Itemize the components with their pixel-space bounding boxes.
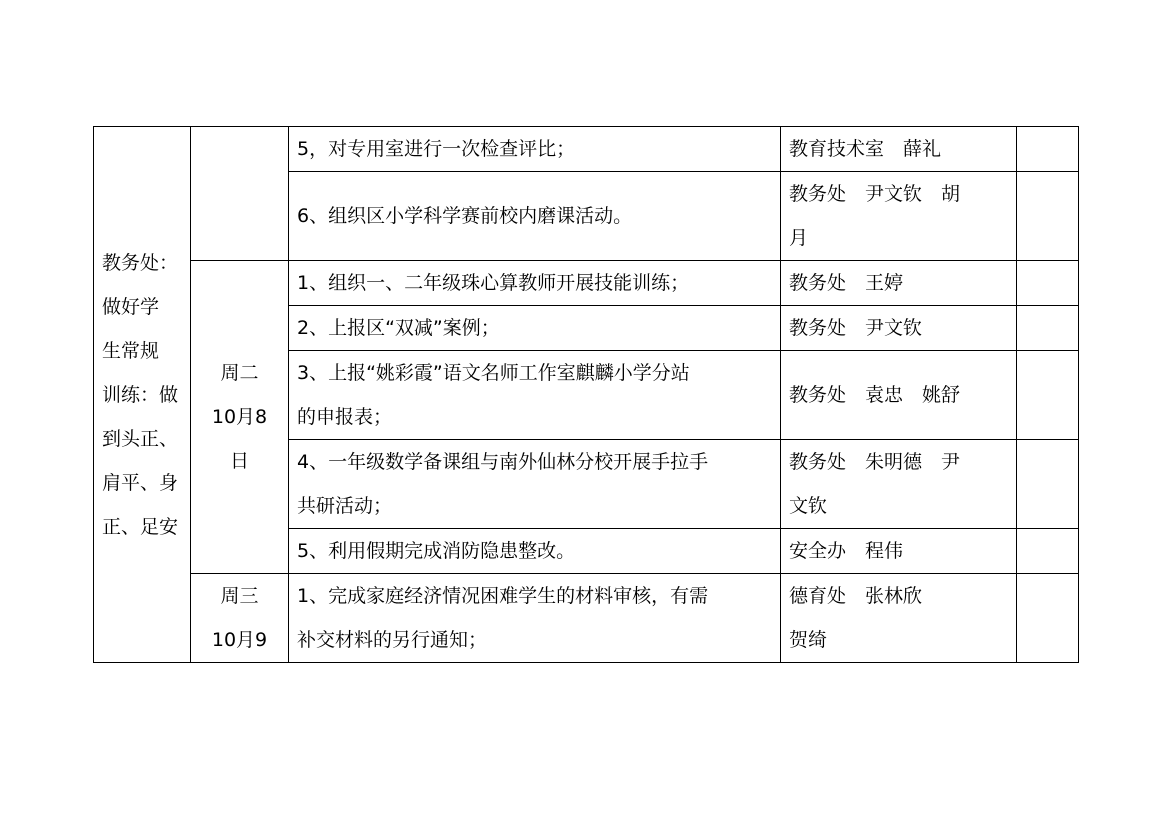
note-cell — [1017, 306, 1079, 351]
note-cell — [1017, 172, 1079, 261]
date-cell-wednesday: 周三 10月9 — [191, 574, 289, 663]
task-cell: 3、上报“姚彩霞”语文名师工作室麒麟小学分站 的申报表； — [289, 351, 781, 440]
task-cell: 5，对专用室进行一次检查评比； — [289, 127, 781, 172]
table-row — [94, 127, 1079, 172]
responsible-cell: 教务处 朱明德 尹 文钦 — [781, 440, 1017, 529]
date-cell-tuesday: 周二 10月8 日 — [191, 261, 289, 574]
responsible-cell: 教育技术室 薛礼 — [781, 127, 1017, 172]
task-cell: 5、利用假期完成消防隐患整改。 — [289, 529, 781, 574]
task-cell: 1、完成家庭经济情况困难学生的材料审核，有需 补交材料的另行通知； — [289, 574, 781, 663]
table-row — [94, 574, 1079, 663]
note-cell — [1017, 440, 1079, 529]
task-cell: 4、一年级数学备课组与南外仙林分校开展手拉手 共研活动； — [289, 440, 781, 529]
note-cell — [1017, 529, 1079, 574]
date-cell-empty — [191, 127, 289, 261]
responsible-cell: 教务处 王婷 — [781, 261, 1017, 306]
task-cell: 2、上报区“双减”案例； — [289, 306, 781, 351]
responsible-cell: 教务处 尹文钦 胡 月 — [781, 172, 1017, 261]
department-cell: 教务处： 做好学 生常规 训练：做 到头正、 肩平、身 正、足安 — [94, 127, 191, 663]
note-cell — [1017, 351, 1079, 440]
table-row — [94, 261, 1079, 306]
task-cell: 1、组织一、二年级珠心算教师开展技能训练； — [289, 261, 781, 306]
note-cell — [1017, 127, 1079, 172]
note-cell — [1017, 574, 1079, 663]
responsible-cell: 教务处 袁忠 姚舒 — [781, 351, 1017, 440]
schedule-table — [93, 126, 1079, 663]
task-cell: 6、组织区小学科学赛前校内磨课活动。 — [289, 172, 781, 261]
responsible-cell: 教务处 尹文钦 — [781, 306, 1017, 351]
responsible-cell: 安全办 程伟 — [781, 529, 1017, 574]
responsible-cell: 德育处 张林欣 贺绮 — [781, 574, 1017, 663]
note-cell — [1017, 261, 1079, 306]
